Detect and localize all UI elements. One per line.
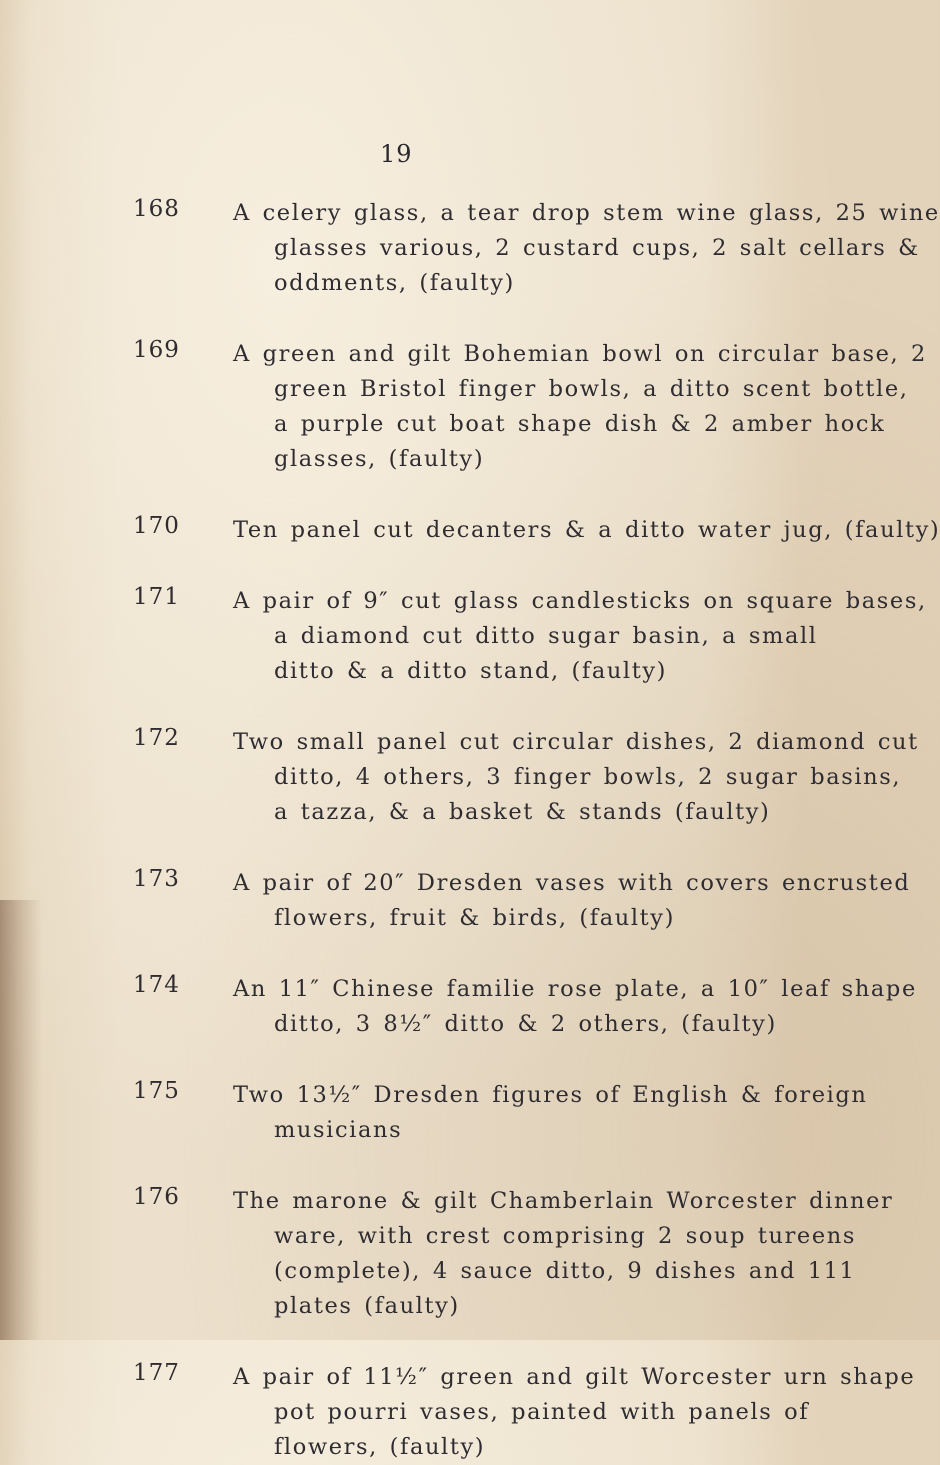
page-number: 19: [380, 140, 413, 168]
lot-description: [233, 513, 940, 548]
lot-description-line: plates (faulty): [274, 1293, 460, 1319]
lot-description-line: A pair of 20″ Dresden vases with covers encrusted: [233, 870, 911, 896]
lot-description-line: (complete), 4 sauce ditto, 9 dishes and 111: [274, 1258, 856, 1284]
lot-description-line: green Bristol finger bowls, a ditto scent bottle,: [274, 376, 909, 402]
lot-number: 171: [133, 584, 180, 610]
lot-description-line: glasses various, 2 custard cups, 2 salt cellars &: [274, 235, 920, 261]
lot-description-line: ditto & a ditto stand, (faulty): [274, 658, 668, 684]
lot-number: 175: [133, 1078, 180, 1104]
lot-description: [233, 1184, 894, 1324]
lot-description: [233, 196, 940, 301]
lot-description-line: a diamond cut ditto sugar basin, a small: [274, 623, 818, 649]
lot-description-line: A pair of 11½″ green and gilt Worcester urn shape: [233, 1364, 916, 1390]
lot-description-line: pot pourri vases, painted with panels of: [274, 1399, 810, 1425]
lot-description-line: a tazza, & a basket & stands (faulty): [274, 799, 771, 825]
lot-description-line: A celery glass, a tear drop stem wine glass, 25 wine: [233, 200, 940, 226]
lot-description-line: ditto, 4 others, 3 finger bowls, 2 sugar basins,: [274, 764, 902, 790]
lot-description-line: ware, with crest comprising 2 soup tureens: [274, 1223, 856, 1249]
lot-description-line: A green and gilt Bohemian bowl on circular base, 2: [233, 341, 927, 367]
lot-description-line: Ten panel cut decanters & a ditto water jug, (faulty): [233, 517, 940, 543]
lot-description-line: A pair of 9″ cut glass candlesticks on square bases,: [233, 588, 927, 614]
lot-description-line: The marone & gilt Chamberlain Worcester dinner: [233, 1188, 894, 1214]
lot-number: 173: [133, 866, 180, 892]
lot-number: 176: [133, 1184, 180, 1210]
lot-description-line: flowers, (faulty): [274, 1434, 486, 1460]
lot-description-line: ditto, 3 8½″ ditto & 2 others, (faulty): [274, 1011, 777, 1037]
lot-number: 177: [133, 1360, 180, 1386]
lot-number: 169: [133, 337, 180, 363]
lot-description-line: musicians: [274, 1117, 403, 1143]
page-edge-shadow: [0, 900, 42, 1340]
lot-description-line: oddments, (faulty): [274, 270, 515, 296]
lot-description-line: An 11″ Chinese familie rose plate, a 10″ leaf shape: [233, 976, 917, 1002]
lot-description: [233, 584, 927, 689]
lot-description-line: Two 13½″ Dresden figures of English & foreign: [233, 1082, 868, 1108]
lot-number: 174: [133, 972, 180, 998]
lot-number: 172: [133, 725, 180, 751]
lot-description: [233, 1078, 868, 1148]
lot-description: [233, 866, 911, 936]
lot-description: [233, 337, 927, 477]
lot-description-line: flowers, fruit & birds, (faulty): [274, 905, 675, 931]
lot-description: [233, 972, 917, 1042]
lot-description: [233, 1360, 916, 1465]
lot-description-line: a purple cut boat shape dish & 2 amber hock: [274, 411, 886, 437]
lot-description-line: Two small panel cut circular dishes, 2 diamond cut: [233, 729, 919, 755]
lot-number: 170: [133, 513, 180, 539]
lot-description-line: glasses, (faulty): [274, 446, 485, 472]
lot-description: [233, 725, 919, 830]
lot-number: 168: [133, 196, 180, 222]
